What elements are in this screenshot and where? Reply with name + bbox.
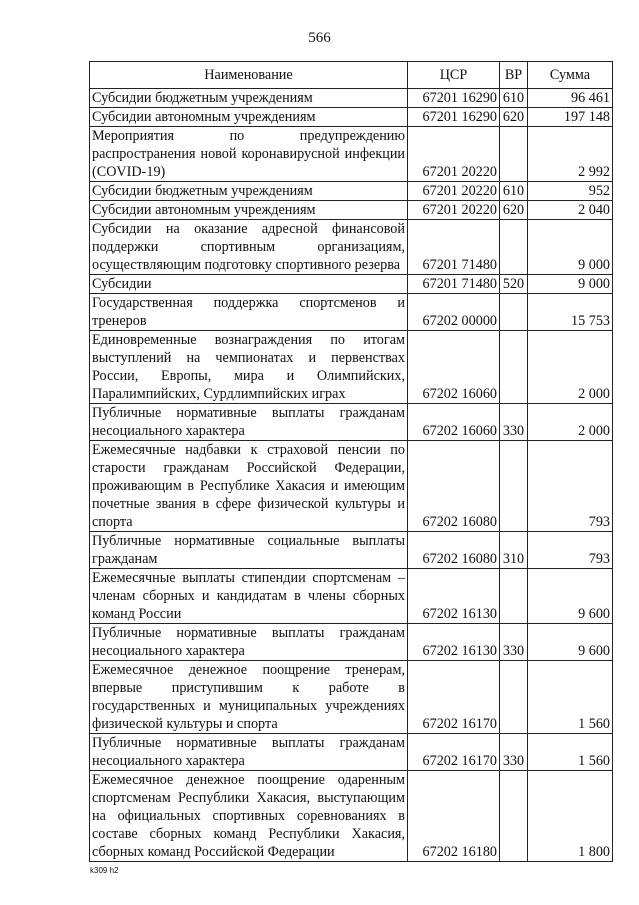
table-row (90, 532, 613, 569)
row-name: Субсидии автономным учреждениям (90, 201, 408, 220)
table-row (90, 108, 613, 127)
row-vr (500, 441, 528, 532)
row-code: 67201 71480 (408, 275, 500, 294)
row-code: 67201 20220 (408, 201, 500, 220)
row-vr (500, 220, 528, 275)
table-row (90, 624, 613, 661)
row-sum: 793 (528, 532, 613, 569)
row-code: 67202 16080 (408, 441, 500, 532)
table-row (90, 734, 613, 771)
table-row (90, 275, 613, 294)
row-vr (500, 569, 528, 624)
row-name: Публичные нормативные социальные выплаты гражданам (90, 532, 408, 569)
row-vr (500, 331, 528, 404)
row-name: Публичные нормативные выплаты гражданам несоциального характера (90, 734, 408, 771)
row-sum: 2 992 (528, 127, 613, 182)
table-row (90, 771, 613, 862)
row-vr: 620 (500, 201, 528, 220)
table-row (90, 404, 613, 441)
budget-table (89, 61, 613, 862)
table-row (90, 661, 613, 734)
row-code: 67201 16290 (408, 89, 500, 108)
row-name: Ежемесячное денежное поощрение тренерам, впервые приступившим к работе в государственных и муниципальных учреждениях физической культуры и спорта (90, 661, 408, 734)
row-code: 67201 16290 (408, 108, 500, 127)
table-row (90, 182, 613, 201)
row-name: Публичные нормативные выплаты гражданам несоциального характера (90, 624, 408, 661)
row-name: Единовременные вознаграждения по итогам выступлений на чемпионатах и первенствах России, Европы, мира и Олимпийских, Паралимпийских, Сурдлимпийских играх (90, 331, 408, 404)
row-sum: 2 000 (528, 404, 613, 441)
row-code: 67201 71480 (408, 220, 500, 275)
row-name: Государственная поддержка спортсменов и тренеров (90, 294, 408, 331)
row-vr: 610 (500, 89, 528, 108)
table-row (90, 220, 613, 275)
row-code: 67201 20220 (408, 127, 500, 182)
row-vr: 620 (500, 108, 528, 127)
header-code: ЦСР (408, 62, 500, 89)
row-sum: 2 040 (528, 201, 613, 220)
row-code: 67202 16130 (408, 569, 500, 624)
row-code: 67202 16130 (408, 624, 500, 661)
table-header-row (90, 62, 613, 89)
table-row (90, 569, 613, 624)
row-code: 67201 20220 (408, 182, 500, 201)
header-sum: Сумма (528, 62, 613, 89)
row-sum: 9 600 (528, 624, 613, 661)
footer-code: k309 h2 (90, 866, 119, 875)
row-sum: 1 560 (528, 734, 613, 771)
table-row (90, 127, 613, 182)
table-row (90, 331, 613, 404)
row-sum: 952 (528, 182, 613, 201)
header-name: Наименование (90, 62, 408, 89)
row-vr (500, 661, 528, 734)
row-vr (500, 127, 528, 182)
row-name: Субсидии бюджетным учреждениям (90, 182, 408, 201)
row-code: 67202 16180 (408, 771, 500, 862)
row-code: 67202 16170 (408, 734, 500, 771)
row-name: Публичные нормативные выплаты гражданам несоциального характера (90, 404, 408, 441)
row-code: 67202 16080 (408, 532, 500, 569)
row-vr: 330 (500, 734, 528, 771)
row-vr: 330 (500, 404, 528, 441)
row-name: Ежемесячное денежное поощрение одаренным спортсменам Республики Хакасия, выступающим на официальных спортивных соревнованиях в составе сборных команд Республики Хакасия, сборных команд Российской Федерации (90, 771, 408, 862)
table-row (90, 89, 613, 108)
row-sum: 96 461 (528, 89, 613, 108)
header-vr: ВР (500, 62, 528, 89)
row-code: 67202 00000 (408, 294, 500, 331)
row-name: Субсидии автономным учреждениям (90, 108, 408, 127)
row-vr: 610 (500, 182, 528, 201)
row-vr: 330 (500, 624, 528, 661)
row-name: Ежемесячные выплаты стипендии спортсменам – членам сборных и кандидатам в члены сборных команд России (90, 569, 408, 624)
row-vr: 520 (500, 275, 528, 294)
row-name: Мероприятия по предупреждению распространения новой коронавирусной инфекции (COVID-19) (90, 127, 408, 182)
row-name: Субсидии бюджетным учреждениям (90, 89, 408, 108)
table-row (90, 201, 613, 220)
row-sum: 9 000 (528, 275, 613, 294)
table-row (90, 294, 613, 331)
row-sum: 9 000 (528, 220, 613, 275)
row-sum: 793 (528, 441, 613, 532)
row-vr (500, 294, 528, 331)
row-vr (500, 771, 528, 862)
row-name: Субсидии (90, 275, 408, 294)
row-sum: 1 800 (528, 771, 613, 862)
row-sum: 1 560 (528, 661, 613, 734)
page-number: 566 (308, 30, 331, 46)
row-sum: 9 600 (528, 569, 613, 624)
row-sum: 2 000 (528, 331, 613, 404)
table-body (90, 89, 613, 862)
row-vr: 310 (500, 532, 528, 569)
table-row (90, 441, 613, 532)
row-sum: 15 753 (528, 294, 613, 331)
row-name: Субсидии на оказание адресной финансовой поддержки спортивным организациям, осуществляющим подготовку спортивного резерва (90, 220, 408, 275)
row-code: 67202 16170 (408, 661, 500, 734)
row-name: Ежемесячные надбавки к страховой пенсии по старости гражданам Российской Федерации, проживающим в Республике Хакасия и имеющим почетные звания в сфере физической культуры и спорта (90, 441, 408, 532)
row-code: 67202 16060 (408, 331, 500, 404)
row-code: 67202 16060 (408, 404, 500, 441)
row-sum: 197 148 (528, 108, 613, 127)
